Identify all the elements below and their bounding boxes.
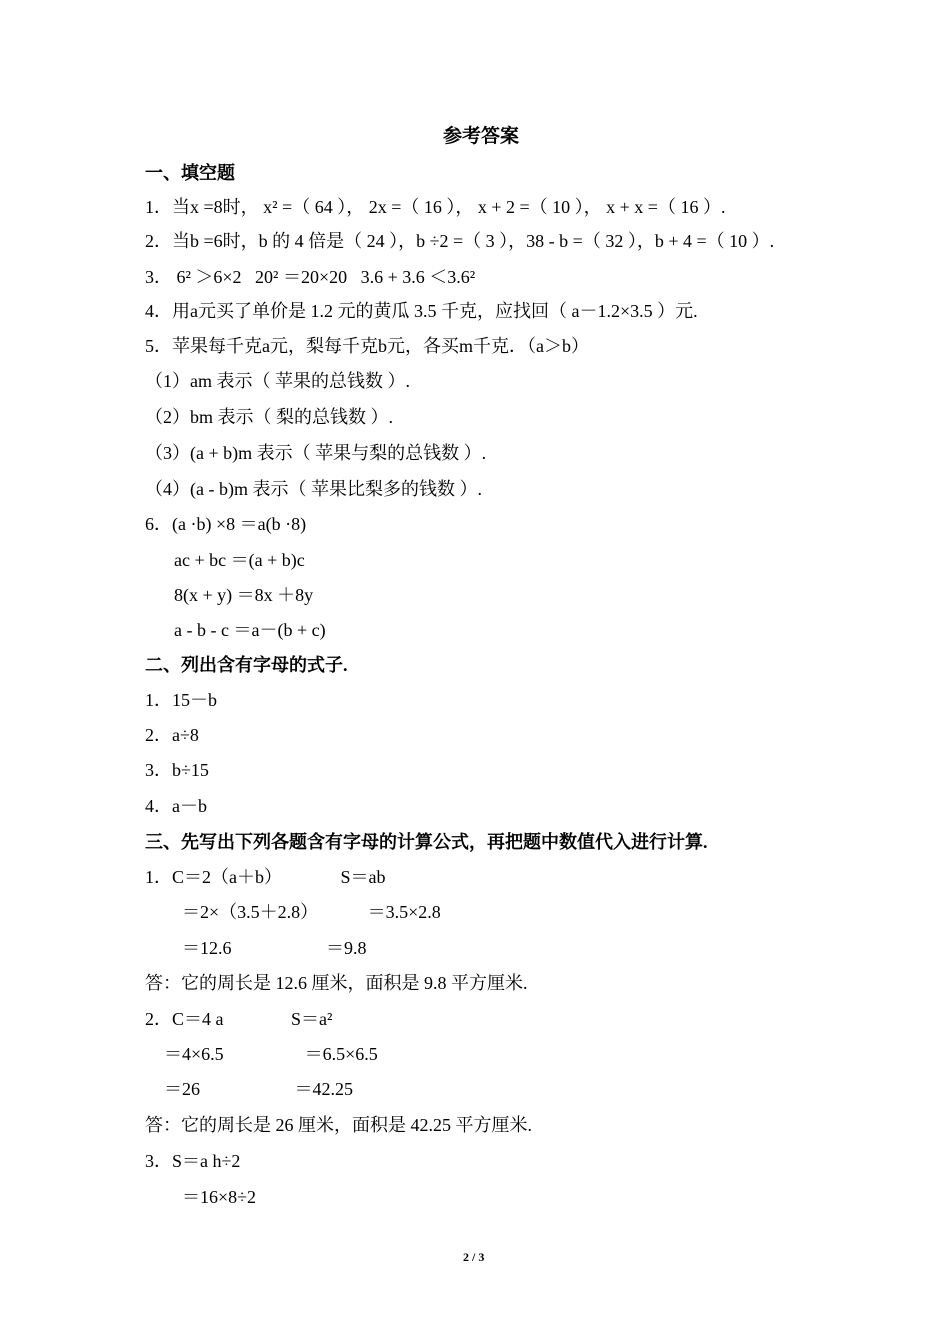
expr-line-4: 4．a－b — [145, 796, 207, 816]
page-number: 2 / 3 — [463, 1250, 485, 1264]
section-heading-expressions: 二、列出含有字母的式子. — [145, 655, 348, 675]
answer-line-4: 4．用a元买了单价是 1.2 元的黄瓜 3.5 千克，应找回（ a－1.2×3.5 ）元. — [145, 301, 698, 321]
expr-line-3: 3．b÷15 — [145, 760, 209, 780]
answer-line-5: 5．苹果每千克a元，梨每千克b元，各买m千克．（a＞b） — [145, 336, 589, 356]
calc-3-line-1: 3．S＝a h÷2 — [145, 1151, 241, 1171]
calc-1-line-3: ＝12.6 ＝9.8 — [182, 938, 367, 958]
section-heading-formulas: 三、先写出下列各题含有字母的计算公式，再把题中数值代入进行计算. — [145, 832, 708, 852]
page-title: 参考答案 — [443, 126, 520, 147]
calc-2-answer: 答：它的周长是 26 厘米，面积是 42.25 平方厘米. — [145, 1115, 532, 1135]
calc-1-line-2: ＝2×（3.5＋2.8） ＝3.5×2.8 — [182, 902, 441, 922]
answer-line-6: 6．(a ·b) ×8 ＝a(b ·8) — [145, 514, 307, 534]
answer-line-3: 3． 6² ＞6×2 20² ＝20×20 3.6 + 3.6 ＜3.6² — [145, 267, 476, 287]
answer-line-6-c: 8(x + y) ＝8x ＋8y — [174, 585, 314, 605]
section-heading-fill-blank: 一、填空题 — [145, 163, 235, 183]
answer-line-6-d: a - b - c ＝a－(b + c) — [174, 620, 326, 640]
answer-line-5-4: （4）(a - b)m 表示（ 苹果比梨多的钱数 ）. — [145, 479, 482, 499]
answer-line-6-b: ac + bc ＝(a + b)c — [174, 550, 305, 570]
expr-line-2: 2．a÷8 — [145, 725, 199, 745]
expr-line-1: 1．15－b — [145, 690, 217, 710]
answer-line-1: 1．当x =8时， x² =（ 64 ）， 2x =（ 16 ）， x + 2 =（ 10 ）， x + x =（ 16 ）. — [145, 197, 726, 217]
calc-2-line-3: ＝26 ＝42.25 — [164, 1079, 353, 1099]
answer-line-5-3: （3）(a + b)m 表示（ 苹果与梨的总钱数 ）. — [145, 443, 487, 463]
calc-1-answer: 答：它的周长是 12.6 厘米，面积是 9.8 平方厘米. — [145, 973, 528, 993]
calc-3-line-2: ＝16×8÷2 — [182, 1187, 257, 1207]
calc-2-line-1: 2．C＝4 a S＝a² — [145, 1009, 333, 1029]
answer-line-5-2: （2）bm 表示（ 梨的总钱数 ）. — [145, 407, 393, 427]
answer-line-5-1: （1）am 表示（ 苹果的总钱数 ）. — [145, 371, 410, 391]
answer-line-2: 2．当b =6时，b 的 4 倍是（ 24 ），b ÷2 =（ 3 ），38 - b =（ 32 ），b + 4 =（ 10 ）. — [145, 231, 775, 251]
calc-2-line-2: ＝4×6.5 ＝6.5×6.5 — [164, 1044, 378, 1064]
calc-1-line-1: 1．C＝2（a＋b） S＝ab — [145, 867, 386, 887]
